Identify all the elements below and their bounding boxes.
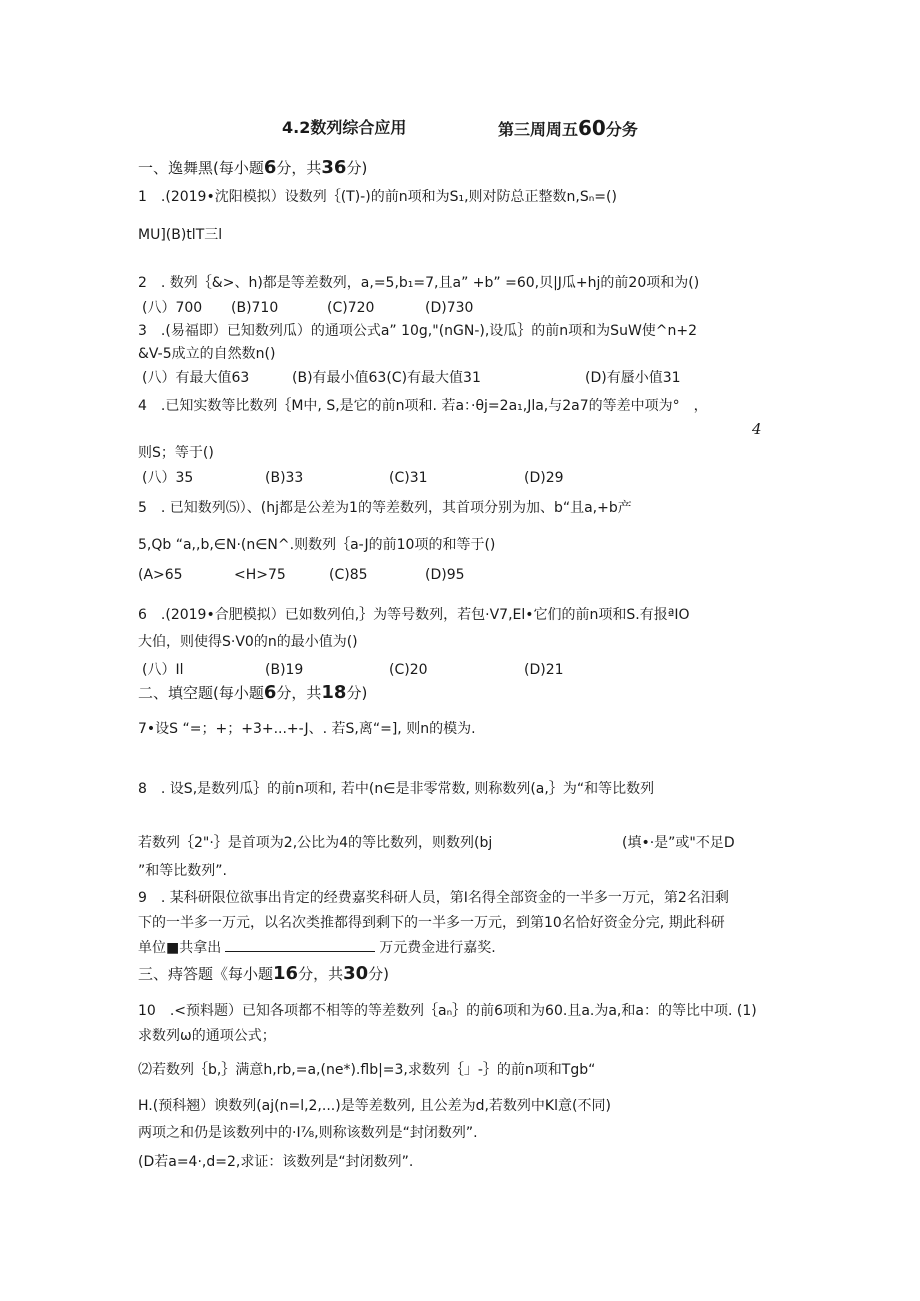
section-2-prefix: 二、填空题(每小题: [138, 684, 264, 702]
question-9-stem-cont: 下的一半多一万元，以名次类推都得到剩下的一半多一万元，到第10名恰好资金分完, 期此科研: [138, 915, 725, 931]
question-3-option-a: (八）有最大值63: [142, 370, 250, 386]
question-4-option-b: (B)33: [265, 470, 304, 486]
question-3-stem-cont: &V-5成立的自然数n(): [138, 346, 276, 362]
question-1-options: MU](B)tlT三l: [138, 227, 223, 243]
section-1-score: 6: [263, 157, 277, 178]
question-4-stem: 4 .已知实数等比数列｛M中, S,是它的前n项和. 若a：·θj=2a₁,Jla,与2a7的等差中项为° ，: [138, 398, 708, 414]
section-2-total: 18: [321, 682, 347, 703]
question-10-stem: 10 .<预料题）已知各项都不相等的等差数列｛aₙ｝的前6项和为60.且a.为a,和a：的等比中项. (1): [138, 1003, 757, 1019]
question-10-part-2: ⑵若数列｛b,｝满意h,rb,=a,(ne*).flb|=3,求数列｛」-｝的前n项和Tgb“: [138, 1062, 596, 1078]
question-9-stem-end: [138, 939, 496, 957]
question-2-option-d: (D)730: [425, 300, 474, 316]
question-6-stem: 6 .(2019•合肥模拟）已如数列伯,｝为等号数列，若包·V7,El•它们的前n项和S.有报ªIO: [138, 607, 690, 623]
worksheet-schedule: [498, 118, 638, 140]
section-3-mid: 分，共: [298, 965, 344, 983]
question-5-stem: 5 . 已知数列⑸）、(hj都是公差为1的等差数列，其首项分别为加、b“且a,+b产: [138, 500, 632, 516]
question-4-option-d: (D)29: [524, 470, 564, 486]
question-6-option-b: (B)19: [265, 662, 304, 678]
question-3-stem: 3 .(易福即）已知数列瓜）的通项公式a” 10g,"(nGN-),设瓜｝的前n项和为SuW使^n+2: [138, 323, 698, 339]
section-2-mid: 分，共: [276, 684, 322, 702]
section-2-end: 分): [346, 684, 368, 702]
section-1-mid: 分，共: [276, 159, 322, 177]
section-1-prefix: 一、逸舞黑(每小题: [138, 159, 264, 177]
question-3-option-d: (D)有蜃小值31: [585, 370, 681, 386]
question-4-option-c: (C)31: [389, 470, 428, 486]
question-4-stem-cont: 则S；等于(): [138, 445, 214, 461]
section-1-end: 分): [346, 159, 368, 177]
schedule-prefix: 第三周周五: [498, 120, 579, 139]
question-9-answer-blank[interactable]: [225, 939, 375, 952]
question-11-part-1: (D若a=4·,d=2,求证：该数列是“封闭数列”.: [138, 1154, 414, 1170]
question-11-stem: H.(预科翘）谀数列(aj(n=l,2,...)是等差数列, 且公差为d,若数列中Kl意(不同): [138, 1098, 611, 1114]
page-mark: 4: [752, 420, 762, 438]
section-1-total: 36: [321, 157, 347, 178]
question-10-part-1: 求数列ω的通项公式；: [138, 1028, 276, 1044]
section-heading-answer: [138, 964, 389, 984]
question-2-option-b: (B)710: [231, 300, 279, 316]
question-8-stem-cont: 若数列｛2"·｝是首项为2,公比为4的等比数列，则数列(bj: [138, 835, 493, 851]
question-1-stem: 1 .(2019•沈阳模拟）设数列｛(T)-)的前n项和为S₁,则对防总正整数n,Sₙ=(): [138, 189, 617, 205]
question-8-stem: 8 . 设S,是数列瓜｝的前n项和, 若中(n∈是非零常数, 则称数列(a,｝为“和等比数列: [138, 781, 655, 797]
section-3-end: 分): [368, 965, 390, 983]
section-heading-choice: [138, 158, 367, 178]
worksheet-title: [282, 118, 406, 138]
schedule-suffix: 分务: [605, 120, 638, 139]
title-text: 4.2数列综合应用: [282, 118, 407, 137]
question-6-stem-cont: 大伯，则使得S·V0的n的最小值为(): [138, 634, 358, 650]
section-heading-fill-in: [138, 683, 367, 703]
question-4-option-a: (八）35: [142, 470, 194, 486]
question-5-option-a: (A>65: [138, 567, 183, 583]
section-3-prefix: 三、痔答题《每小题: [138, 965, 274, 983]
question-7-stem: 7•设S “=；+；+3+...+-J、. 若S,离“=], 则n的模为.: [138, 721, 476, 737]
question-5-option-d: (D)95: [425, 567, 465, 583]
section-3-score: 16: [273, 963, 299, 984]
section-2-score: 6: [263, 682, 277, 703]
schedule-minutes: 60: [578, 116, 606, 140]
question-6-option-c: (C)20: [389, 662, 428, 678]
question-2-option-c: (C)720: [327, 300, 375, 316]
question-6-option-a: (八）Il: [142, 662, 184, 678]
question-5-stem-cont: 5,Qb “a,,b,∈N·(n∈N^.则数列｛a-J的前10项的和等于(): [138, 537, 496, 553]
question-6-option-d: (D)21: [524, 662, 564, 678]
question-3-option-bc: (B)有最小值63(C)有最大值31: [292, 370, 481, 386]
section-3-total: 30: [343, 963, 369, 984]
question-8-stem-end: ”和等比数列”.: [138, 863, 227, 879]
question-5-option-b: <H>75: [234, 567, 286, 583]
question-9-suffix: 万元费金进行嘉奖.: [379, 940, 496, 956]
question-11-stem-cont: 两项之和仍是该数列中的·I⅞,则称该数列是“封闭数列”.: [138, 1125, 478, 1141]
question-9-prefix: 单位■共拿出: [138, 940, 222, 956]
question-9-stem: 9 . 某科研限位欲事出肯定的经费嘉奖科研人员，第I名得全部资金的一半多一万元，第2名汨剩: [138, 890, 729, 906]
question-2-option-a: (八）700: [142, 300, 203, 316]
question-8-fill-hint: (填•·是”或"不足D: [622, 835, 735, 851]
question-5-option-c: (C)85: [329, 567, 368, 583]
question-2-stem: 2 . 数列｛&>、h)都是等差数列，a,=5,b₁=7,且a” +b” =60,贝|J瓜+hj的前20项和为(): [138, 275, 700, 291]
